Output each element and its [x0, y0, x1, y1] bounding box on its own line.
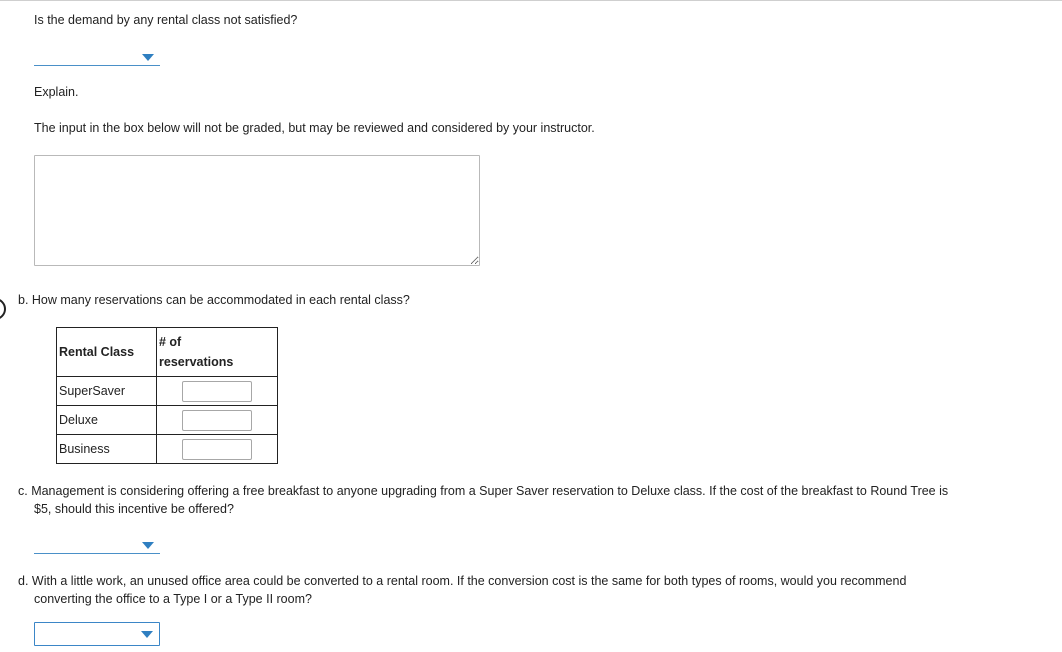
- room-type-dropdown[interactable]: [34, 622, 160, 646]
- question-c-text: [18, 482, 1058, 518]
- caret-down-icon: [142, 542, 154, 549]
- explain-label: Explain.: [34, 85, 79, 99]
- reservations-table: [56, 327, 278, 464]
- question-c-line1: c. Management is considering offering a free breakfast to anyone upgrading from a Super Saver reservation to Deluxe class. If the cost of the breakfast to Round Tree is: [18, 484, 949, 498]
- deluxe-input[interactable]: [182, 410, 252, 431]
- row-label-supersaver: SuperSaver: [57, 377, 157, 406]
- business-input[interactable]: [182, 439, 252, 460]
- cell-supersaver: [157, 377, 278, 406]
- question-d-line1: d. With a little work, an unused office area could be converted to a rental room. If the conversion cost is the same for both types of rooms, would you recommend: [18, 574, 907, 588]
- question-c-line2: $5, should this incentive be offered?: [34, 502, 234, 516]
- instruction-text: The input in the box below will not be graded, but may be reviewed and considered by your instructor.: [34, 121, 595, 135]
- header-reservations-line1: # of: [159, 335, 182, 349]
- supersaver-input[interactable]: [182, 381, 252, 402]
- top-divider: [0, 0, 1062, 1]
- question-d-text: [18, 572, 1058, 608]
- caret-down-icon: [141, 631, 153, 638]
- header-rental-class: Rental Class: [57, 328, 157, 377]
- demand-dropdown[interactable]: [34, 51, 160, 66]
- table-row: [57, 435, 278, 464]
- header-reservations: [157, 328, 278, 377]
- table-row: [57, 377, 278, 406]
- header-reservations-line2: reservations: [159, 355, 234, 369]
- cell-deluxe: [157, 406, 278, 435]
- explain-textarea[interactable]: [34, 155, 480, 266]
- caret-down-icon: [142, 54, 154, 61]
- question-d-line2: converting the office to a Type I or a Type II room?: [34, 592, 312, 606]
- demand-question: Is the demand by any rental class not satisfied?: [34, 13, 298, 27]
- cell-business: [157, 435, 278, 464]
- incentive-dropdown[interactable]: [34, 539, 160, 554]
- row-label-business: Business: [57, 435, 157, 464]
- row-label-deluxe: Deluxe: [57, 406, 157, 435]
- table-header-row: [57, 328, 278, 377]
- question-marker-icon: [0, 298, 6, 320]
- question-b-text: b. How many reservations can be accommodated in each rental class?: [18, 293, 410, 307]
- table-row: [57, 406, 278, 435]
